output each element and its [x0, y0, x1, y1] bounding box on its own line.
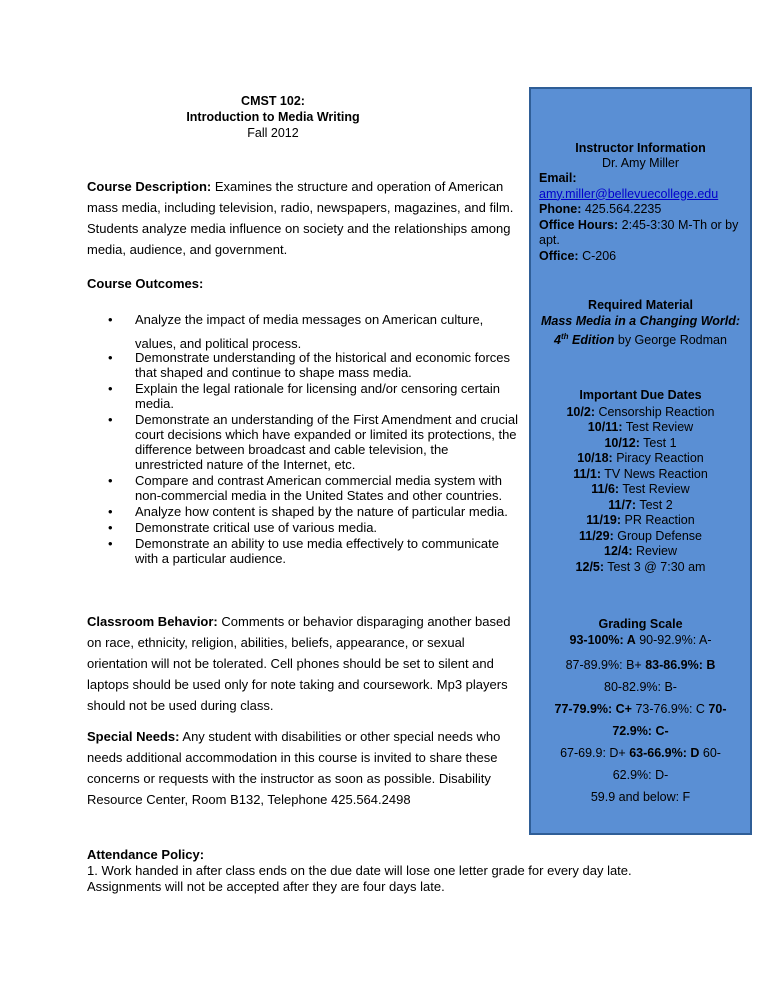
course-title: Introduction to Media Writing	[186, 110, 360, 124]
course-description-label: Course Description:	[87, 179, 212, 194]
book-edition-number: 4	[554, 333, 561, 348]
list-item: • Demonstrate critical use of various media.	[108, 520, 518, 535]
attendance-policy	[87, 847, 687, 895]
book-author: by George Rodman	[614, 333, 727, 348]
list-item: 11/6: Test Review	[591, 482, 690, 496]
info-sidebar	[529, 87, 752, 835]
instructor-title: Instructor Information	[575, 141, 706, 155]
list-item: 10/12: Test 1	[604, 435, 677, 450]
grading-scale: Grading Scale 93-100%: A 90-92.9%: A- 87-89.9%: B+ 83-86.9%: B 80-82.9%: B- 77-79.9%: C+ 73-76.9%: C 70- 72.9%: C- 67-69.9: D+ 63-66.9%: D 60- 62.9%: D- 59.9 and below: F	[554, 617, 727, 804]
list-item: 11/19: PR Reaction	[586, 513, 695, 527]
special-needs	[87, 726, 517, 810]
required-material	[531, 298, 750, 349]
email-link[interactable]: amy.miller@bellevuecollege.edu	[539, 186, 719, 201]
office-hours-value: 2:45-3:30 M-Th or by apt.	[539, 217, 739, 247]
list-item: 11/1: TV News Reaction	[573, 466, 708, 481]
due-dates	[531, 388, 750, 575]
course-term: Fall 2012	[247, 126, 299, 140]
course-code: CMST 102:	[241, 94, 305, 108]
attendance-title: Attendance Policy:	[87, 847, 205, 862]
list-item: • Explain the legal rationale for licensing and/or censoring certain media.	[108, 381, 518, 411]
due-dates-title: Important Due Dates	[579, 388, 702, 402]
special-needs-label: Special Needs:	[87, 729, 180, 744]
list-item: • Demonstrate an ability to use media effectively to communicate with a particular audience.	[108, 536, 518, 566]
list-item: 11/7: Test 2	[608, 497, 673, 512]
phone-label: Phone:	[539, 202, 582, 216]
list-item: 12/4: Review	[604, 544, 677, 558]
classroom-behavior-text: Comments or behavior disparaging another based on race, ethnicity, religion, abilities, beliefs, appearance, or sexual orientation will not be tolerated. Cell phones should be set to silent and laptops should be used only for note taking and coursework. Mp3 players should not be used during class.	[87, 614, 511, 713]
course-description	[87, 176, 517, 260]
book-title: Mass Media in a Changing World:	[540, 313, 741, 328]
list-item: 10/18: Piracy Reaction	[577, 451, 704, 465]
required-material-title: Required Material	[588, 298, 693, 312]
grading-scale-title: Grading Scale	[598, 617, 683, 631]
attendance-text: 1. Work handed in after class ends on the due date will lose one letter grade for every day late. Assignments will not be accepted after they are four days late.	[87, 863, 632, 894]
list-item: • Analyze the impact of media messages on American culture, values, and political process.	[108, 308, 518, 356]
list-item: 10/2: Censorship Reaction	[566, 404, 715, 419]
special-needs-text: Any student with disabilities or other special needs who needs additional accommodation in this course is invited to share these concerns or requests with the instructor as soon as possible. Disability Resource Center, Room B132, Telephone 425.564.2498	[87, 729, 501, 807]
list-item: 12/5: Test 3 @ 7:30 am	[575, 559, 706, 574]
instructor-name: Dr. Amy Miller	[601, 156, 680, 170]
list-item: 11/29: Group Defense	[578, 528, 702, 543]
classroom-behavior	[87, 611, 517, 716]
list-item: • Compare and contrast American commercial media system with non-commercial media in the United States and other countries.	[108, 473, 518, 503]
course-outcomes-title: Course Outcomes:	[87, 276, 204, 291]
phone-value: 425.564.2235	[581, 202, 662, 216]
course-outcomes-list	[108, 308, 518, 567]
office-value: C-206	[578, 248, 617, 263]
course-description-text: Examines the structure and operation of American mass media, including television, radio, newspapers, magazines, and film. Students analyze media influence on society and the relationships among media, audience, and government.	[87, 179, 514, 257]
list-item: • Demonstrate an understanding of the First Amendment and crucial court decisions which have expanded or limited its protections, the difference between broadcast and cable television, the unrestricted nature of the Internet, etc.	[108, 412, 518, 472]
instructor-contact	[539, 171, 747, 264]
office-label: Office:	[539, 248, 579, 263]
book-edition-word: Edition	[568, 333, 615, 348]
office-hours-label: Office Hours:	[539, 217, 619, 232]
course-header	[150, 93, 396, 141]
classroom-behavior-label: Classroom Behavior:	[87, 614, 218, 629]
email-label: Email:	[539, 171, 577, 185]
list-item: • Analyze how content is shaped by the nature of particular media.	[108, 504, 518, 519]
list-item: 10/11: Test Review	[587, 420, 694, 434]
book-edition-suffix: th	[561, 332, 569, 341]
list-item: • Demonstrate understanding of the historical and economic forces that shaped and continue to shape mass media.	[108, 350, 518, 380]
